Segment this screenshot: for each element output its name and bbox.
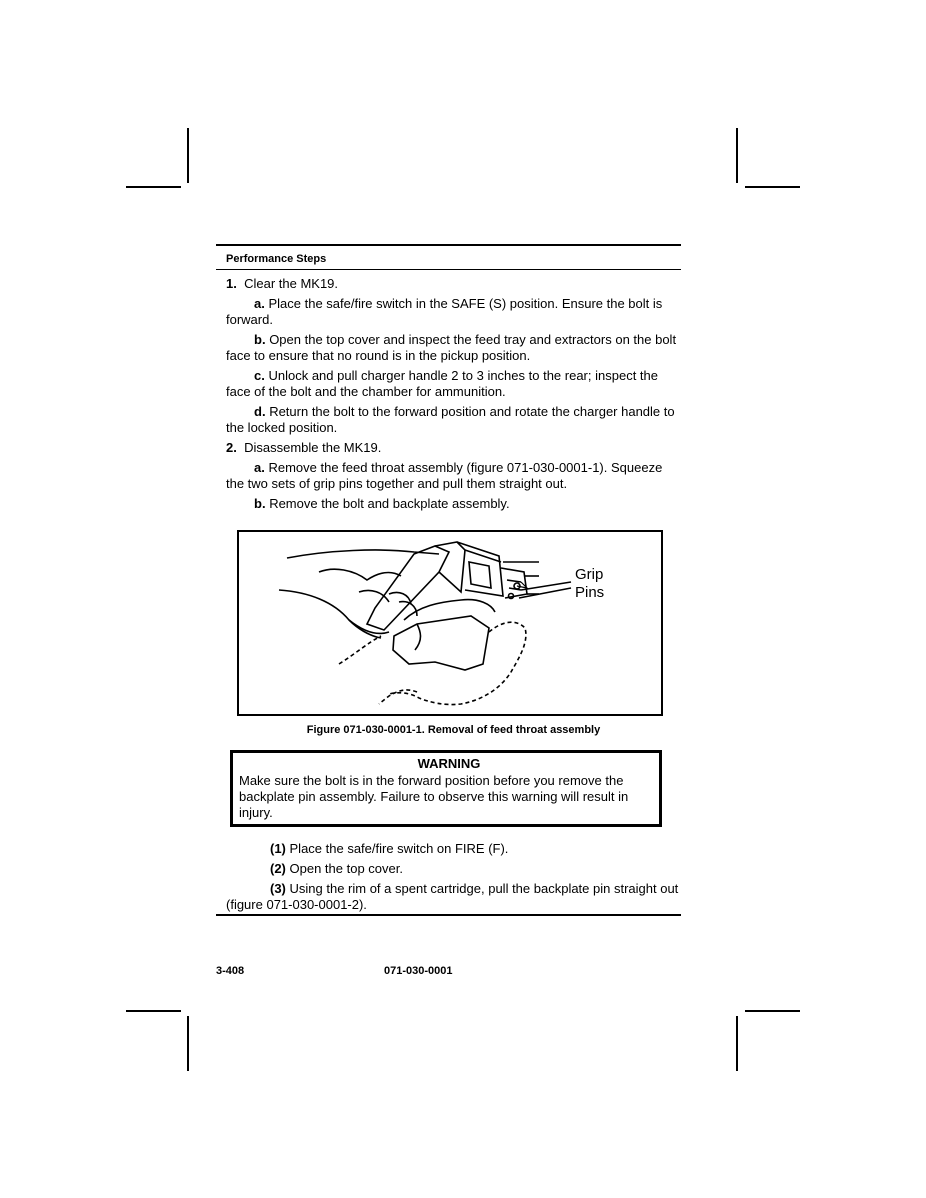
- step-1c: c. Unlock and pull charger handle 2 to 3 inches to the rear; inspect the face of the bolt and the chamber for ammunition.: [226, 368, 658, 399]
- step-1a: a. Place the safe/fire switch in the SAFE (S) position. Ensure the bolt is forward.: [226, 296, 663, 327]
- crop-mark-top-left-horizontal: [126, 186, 181, 188]
- grip-pins-label: Grip Pins: [575, 566, 605, 601]
- crop-mark-bottom-left-horizontal: [126, 1010, 181, 1012]
- document-body: [216, 244, 681, 916]
- step-1b: b. Open the top cover and inspect the feed tray and extractors on the bolt face to ensure that no round is in the pickup position.: [226, 332, 677, 363]
- step-2a: a. Remove the feed throat assembly (figure 071-030-0001-1). Squeeze the two sets of grip pins together and pull them straight out.: [226, 460, 663, 491]
- warning-text: Make sure the bolt is in the forward position before you remove the backplate pin assembly. Failure to observe this warning will result in injury.: [239, 773, 629, 820]
- crop-mark-bottom-left-vertical: [187, 1016, 189, 1071]
- step-1d: d. Return the bolt to the forward position and rotate the charger handle to the locked position.: [226, 404, 675, 435]
- crop-mark-top-right-vertical: [736, 128, 738, 183]
- figure-feed-throat-removal: [237, 530, 663, 716]
- warning-title: WARNING: [417, 756, 481, 771]
- step-2: 2. Disassemble the MK19.: [226, 440, 382, 455]
- crop-mark-bottom-right-horizontal: [745, 1010, 800, 1012]
- figure-caption: Figure 071-030-0001-1. Removal of feed throat assembly: [306, 724, 601, 736]
- task-number: 071-030-0001: [384, 965, 453, 977]
- warning-box: [230, 750, 662, 827]
- crop-mark-top-left-vertical: [187, 128, 189, 183]
- crop-mark-top-right-horizontal: [745, 186, 800, 188]
- crop-mark-bottom-right-vertical: [736, 1016, 738, 1071]
- substep-1: (1) Place the safe/fire switch on FIRE (F).: [270, 841, 509, 856]
- page-number: 3-408: [216, 965, 245, 977]
- substep-2: (2) Open the top cover.: [270, 861, 403, 876]
- substep-3: (3) Using the rim of a spent cartridge, pull the backplate pin straight out (figure 071-030-0001-2).: [226, 881, 679, 912]
- step-2b: b. Remove the bolt and backplate assembly.: [254, 496, 510, 511]
- step-1: 1. Clear the MK19.: [226, 276, 339, 291]
- section-bottom-rule: [216, 914, 681, 916]
- section-heading: Performance Steps: [226, 253, 327, 265]
- feed-throat-illustration: [239, 532, 661, 714]
